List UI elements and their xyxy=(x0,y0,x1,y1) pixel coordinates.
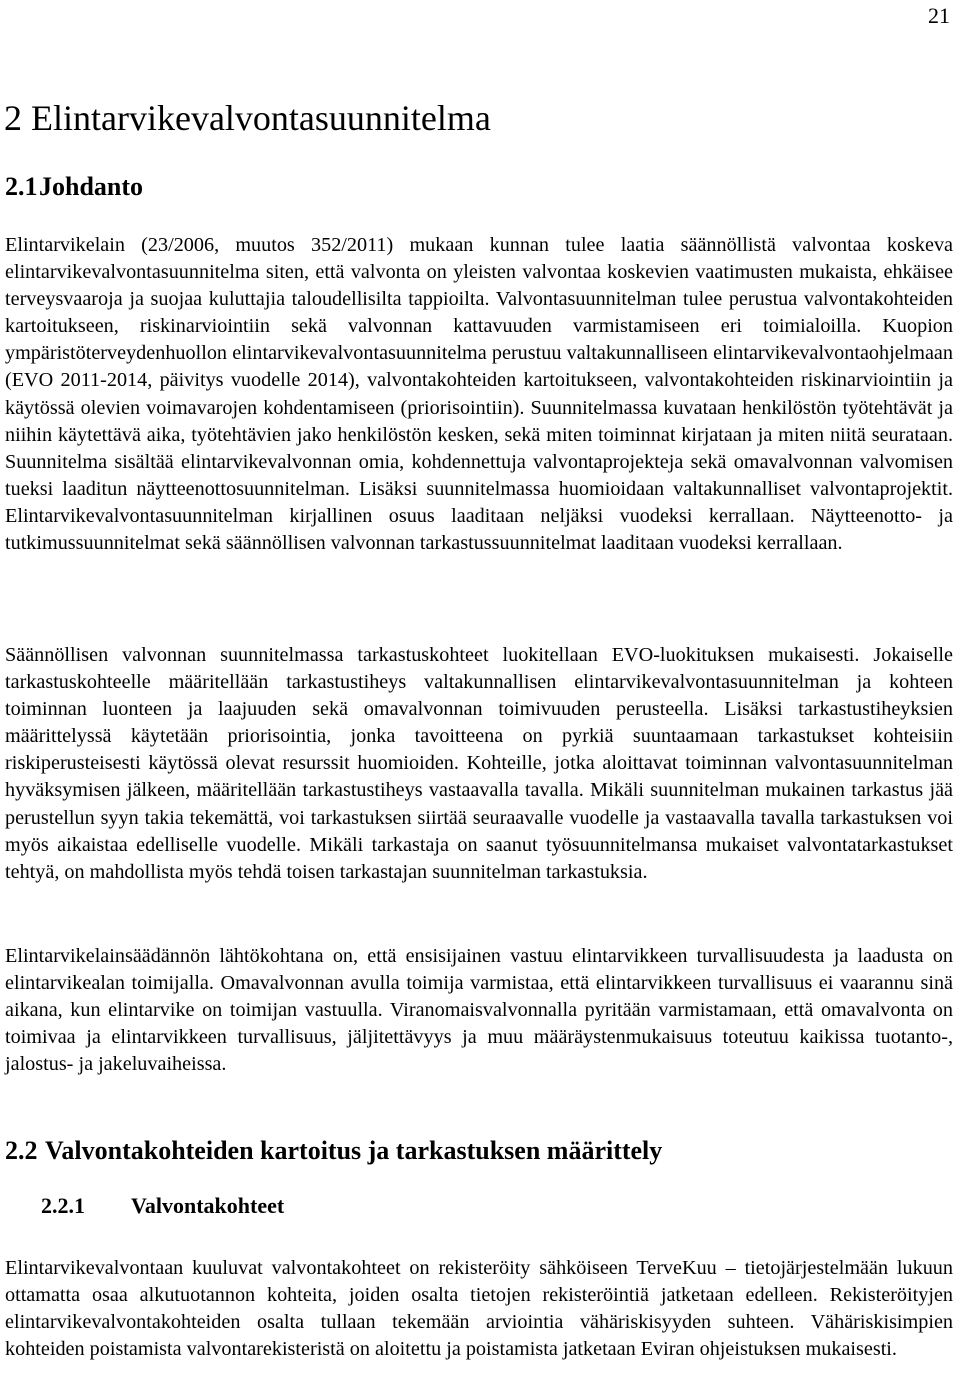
paragraph-intro: Elintarvikelain (23/2006, muutos 352/2011) mukaan kunnan tulee laatia säännöllistä valvontaa koskeva elintarvikevalvontasuunnitelma siten, että valvonta on yleisten valvontaa koskevien vaatimusten mukaista, ehkäisee terveysvaaroja ja suojaa kuluttajia taloudellisilta tappioilta. Valvontasuunnitelman tulee perustua valvontakohteiden kartoitukseen, riskinarviointiin sekä valvonnan kattavuuden varmistamiseen eri toimialoilla. Kuopion ympäristöterveydenhuollon elintarvikevalvontasuunnitelma perustuu valtakunnalliseen elintarvikevalvontaohjelmaan (EVO 2011-2014, päivitys vuodelle 2014), valvontakohteiden kartoitukseen, valvontakohteiden riskinarviointiin ja käytössä olevien voimavarojen kohdentamiseen (priorisointiin). Suunnitelmassa kuvataan henkilöstön työtehtävät ja niihin käytettävä aika, työtehtävien jako henkilöstön kesken, sekä miten toiminnat kirjataan ja miten niitä seurataan. Suunnitelma sisältää elintarvikevalvonnan omia, kohdennettuja valvontaprojekteja sekä omavalvonnan valvomisen tueksi laaditun näytteenottosuunnitelman. Lisäksi suunnitelmassa huomioidaan valtakunnalliset valvontaprojektit. Elintarvikevalvontasuunnitelman kirjallinen osuus laaditaan neljäksi vuodeksi kerrallaan. Näytteenotto- ja tutkimussuunnitelmat sekä säännöllisen valvonnan tarkastussuunnitelmat laaditaan vuodeksi kerrallaan. xyxy=(5,234,953,555)
section-title: Johdanto xyxy=(39,172,144,201)
section-number: 2.2 xyxy=(5,1136,38,1165)
paragraph-inspection-targets: Elintarvikevalvontaan kuuluvat valvontakohteet on rekisteröity sähköiseen TerveKuu – tietojärjestelmään lukuun ottamatta osaa alkutuotannon kohteita, joiden osalta tietojen rekisteröintiä jatketaan edelleen. Rekisteröityjen elintarvikevalvontakohteiden osalta tullaan tekemään arviointia vähäriskisyyden suhteen. Vähäriskisimpien kohteiden poistamista valvontarekisteristä on aloitettu ja poistamista jatketaan Eviran ohjeistuksen mukaisesti. xyxy=(5,1257,953,1361)
chapter-heading: 2 Elintarvikevalvontasuunnitelma xyxy=(4,98,491,138)
subsection-heading-valvontakohteet xyxy=(5,1191,284,1221)
section-number: 2.1 xyxy=(5,172,38,201)
section-title: Valvontakohteiden kartoitus ja tarkastuksen määrittely xyxy=(45,1136,663,1165)
subsection-number: 2.2.1 xyxy=(41,1193,85,1218)
page-number: 21 xyxy=(928,3,950,28)
subsection-title: Valvontakohteet xyxy=(131,1193,285,1218)
paragraph-operator-responsibility: Elintarvikelainsäädännön lähtökohtana on, että ensisijainen vastuu elintarvikkeen turvallisuudesta ja laadusta on elintarvikealan toimijalla. Omavalvonnan avulla toimija varmistaa, että elintarvikkeen turvallisuus ei vaarannu sinä aikana, kun elintarvike on toimijan vastuulla. Viranomaisvalvonnalla pyritään varmistamaan, että omavalvonta on toimivaa ja elintarvikkeen turvallisuus, jäljitettävyys ja muu määräystenmukaisuus toteutuu kaikissa tuotanto-, jalostus- ja jakeluvaiheissa. xyxy=(5,945,953,1076)
section-heading-mapping xyxy=(5,1134,662,1168)
paragraph-inspection-classification: Säännöllisen valvonnan suunnitelmassa tarkastuskohteet luokitellaan EVO-luokituksen mukaisesti. Jokaiselle tarkastuskohteelle määritellään tarkastustiheys valtakunnallisen elintarvikevalvontasuunnitelman ja kohteen toiminnan luonteen ja laajuuden sekä omavalvonnan toimivuuden perusteella. Lisäksi tarkastustiheyksien määrittelyssä käytetään priorisointia, jonka tavoitteena on pyrkiä suuntaamaan tarkastukset kohteisiin riskiperusteisesti käytössä olevat resurssit huomioiden. Kohteille, jotka aloittavat toiminnan valvontasuunnitelman hyväksymisen jälkeen, määritellään tarkastustiheys vastaavalla tavalla. Mikäli suunnitelman mukainen tarkastus jää perustellun syyn takia tekemättä, voi tarkastuksen siirtää seuraavalle vuodelle ja vastaavalla tavalla tarkastuksen voi myös aikaistaa edelliselle vuodelle. Mikäli tarkastaja on saanut työsuunnitelmansa mukaiset valvontatarkastukset tehtyä, on mahdollista myös tehdä toisen tarkastajan suunnitelman tarkastuksia. xyxy=(5,644,953,883)
section-heading-johdanto xyxy=(5,170,143,204)
